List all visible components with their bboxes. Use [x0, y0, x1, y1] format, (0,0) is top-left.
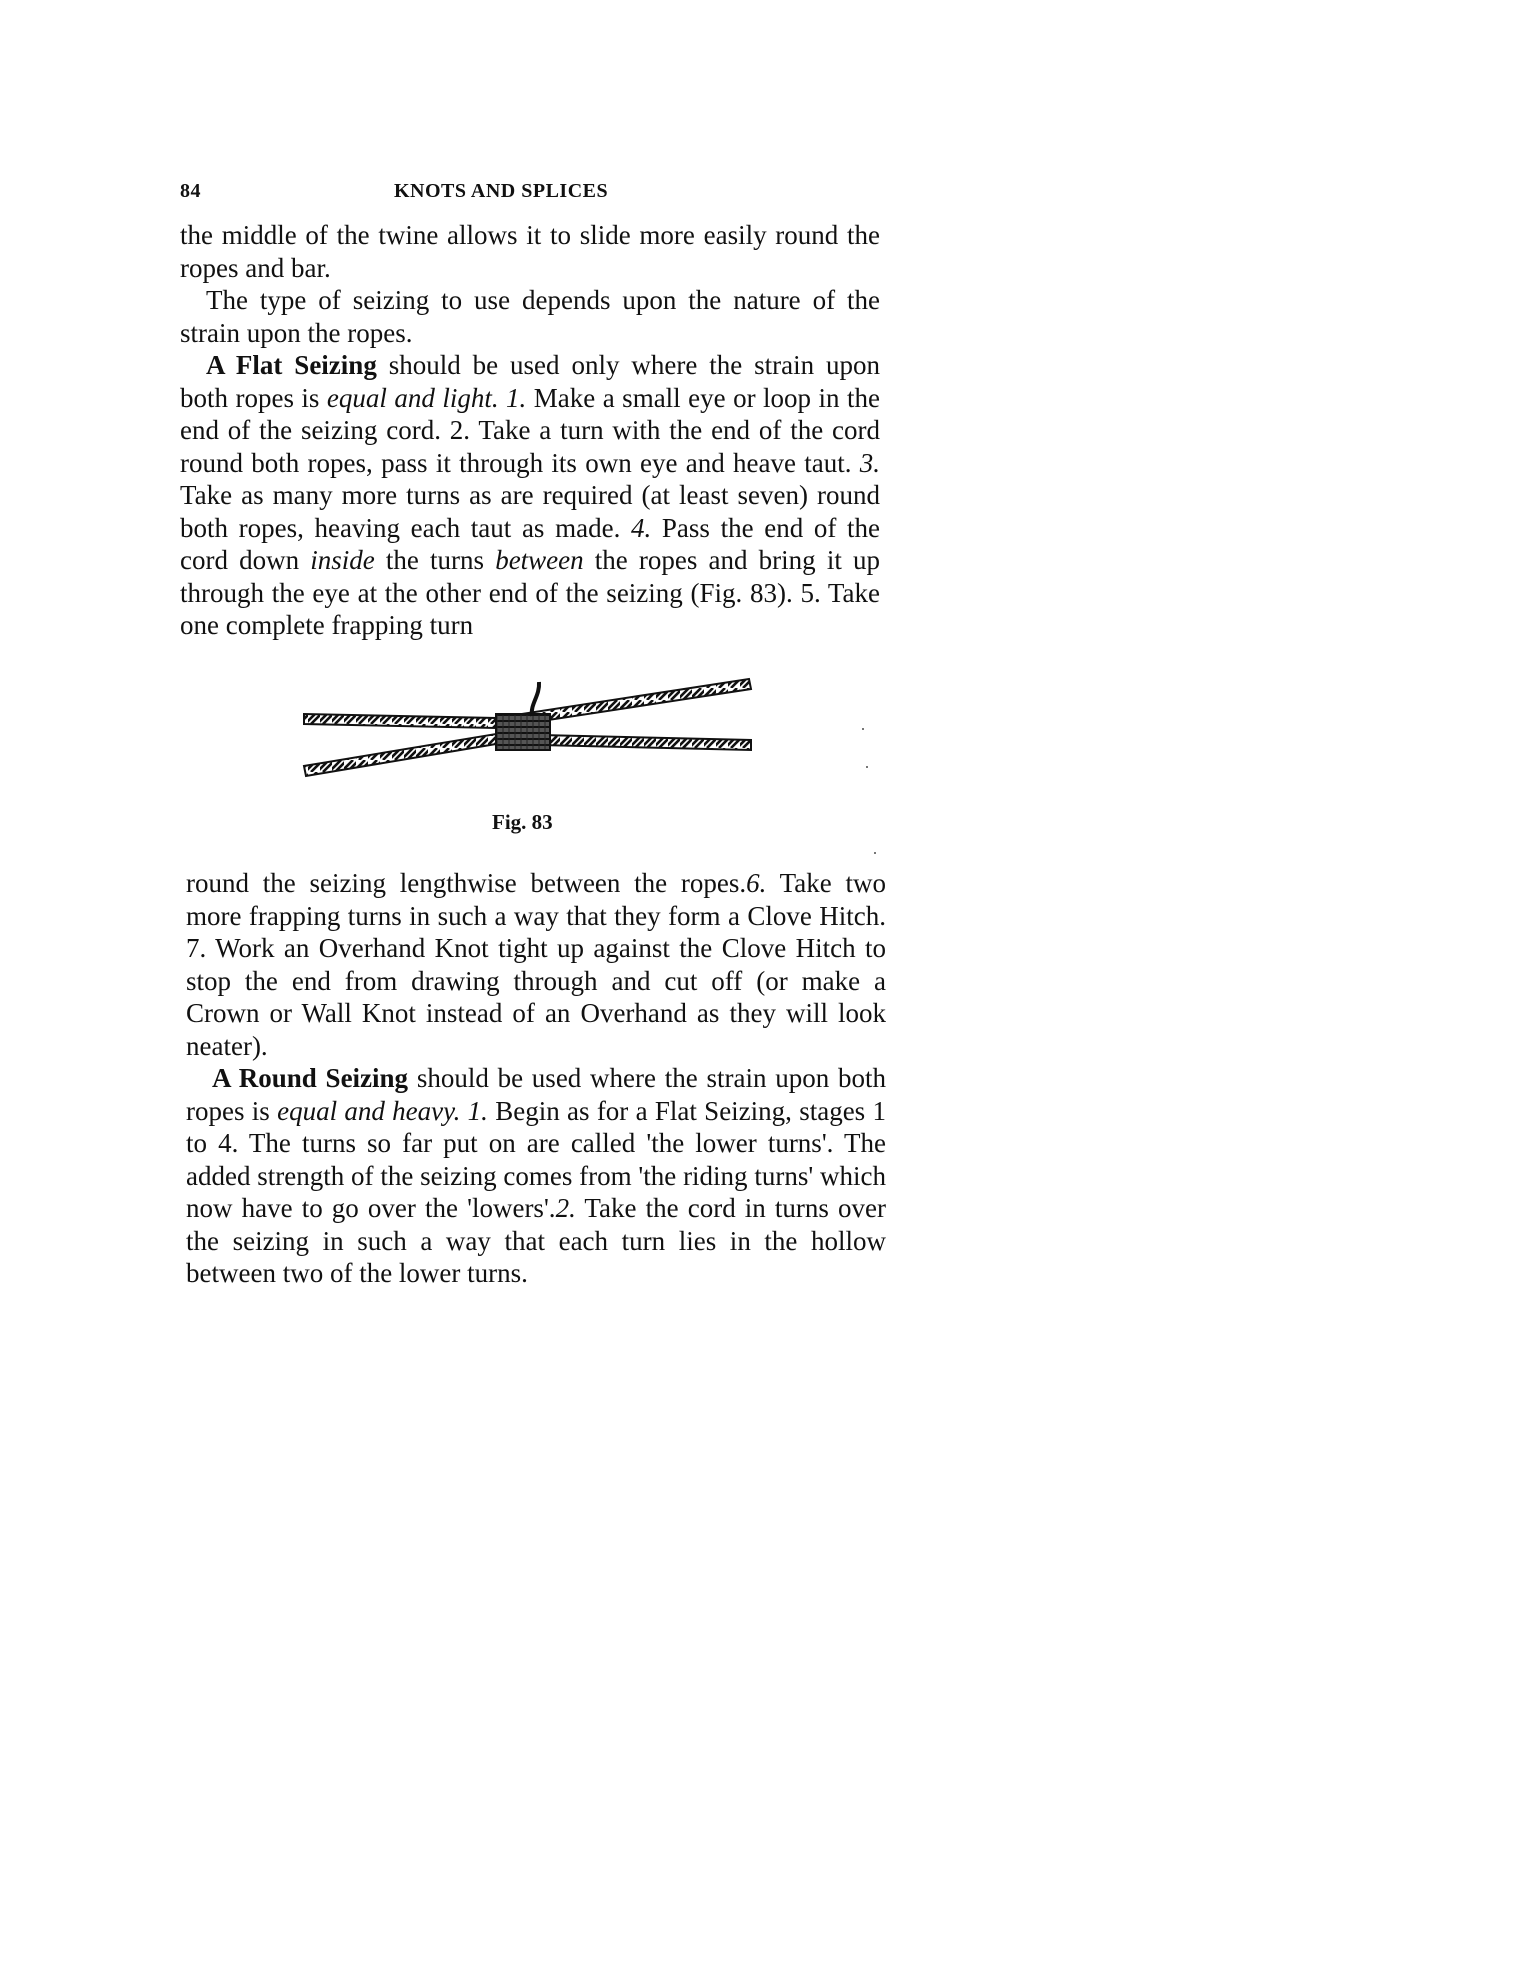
paragraph-round-seizing: A Round Seizing should be used where the strain upon both ropes is equal and heavy. 1. Begin as for a Flat Seizing, stages 1 to 4. The turns so far put on are called 'the lower turns'. The added strength of the seizing comes from 'the riding turns' which now have to go over the 'lowers'.2. Take the cord in turns over the seizing in such a way that each turn lies in the hollow between two of the lower turns.: [186, 1063, 887, 1288]
scan-speck: [874, 852, 876, 854]
running-title: KNOTS AND SPLICES: [394, 180, 609, 202]
paragraph-continuation: the middle of the twine allows it to slide more easily round the ropes and bar.: [180, 220, 880, 283]
scan-speck: [862, 728, 864, 730]
running-header: [180, 180, 880, 210]
page-number: 84: [180, 180, 201, 202]
scan-speck: [866, 766, 868, 768]
term-flat-seizing: A Flat Seizing: [206, 350, 377, 380]
paragraph-flat-seizing: A Flat Seizing should be used only where the strain upon both ropes is equal and light. 1. Make a small eye or loop in the end of the seizing cord. 2. Take a turn with the end of the cord round both ropes, pass it through its own eye and heave taut. 3. Take as many more turns as are required (at least seven) round both ropes, heaving each taut as made. 4. Pass the end of the cord down inside the turns between the ropes and bring it up through the eye at the other end of the seizing (Fig. 83). 5. Take one complete frapping turn: [180, 350, 881, 640]
paragraph-seizing-type: The type of seizing to use depends upon the nature of the strain upon the ropes.: [180, 285, 880, 348]
paragraph-flat-seizing-continued: round the seizing lengthwise between the ropes.6. Take two more frapping turns in such a way that they form a Clove Hitch. 7. Work an Overhand Knot tight up against the Clove Hitch to stop the end from drawing through and cut off (or make a Crown or Wall Knot instead of an Overhand as they will look neater).: [186, 868, 886, 1061]
figure-flat-seizing: [296, 676, 756, 794]
figure-caption: Fig. 83: [492, 810, 553, 834]
term-round-seizing: A Round Seizing: [212, 1063, 409, 1093]
rope-illustration: [296, 676, 756, 794]
